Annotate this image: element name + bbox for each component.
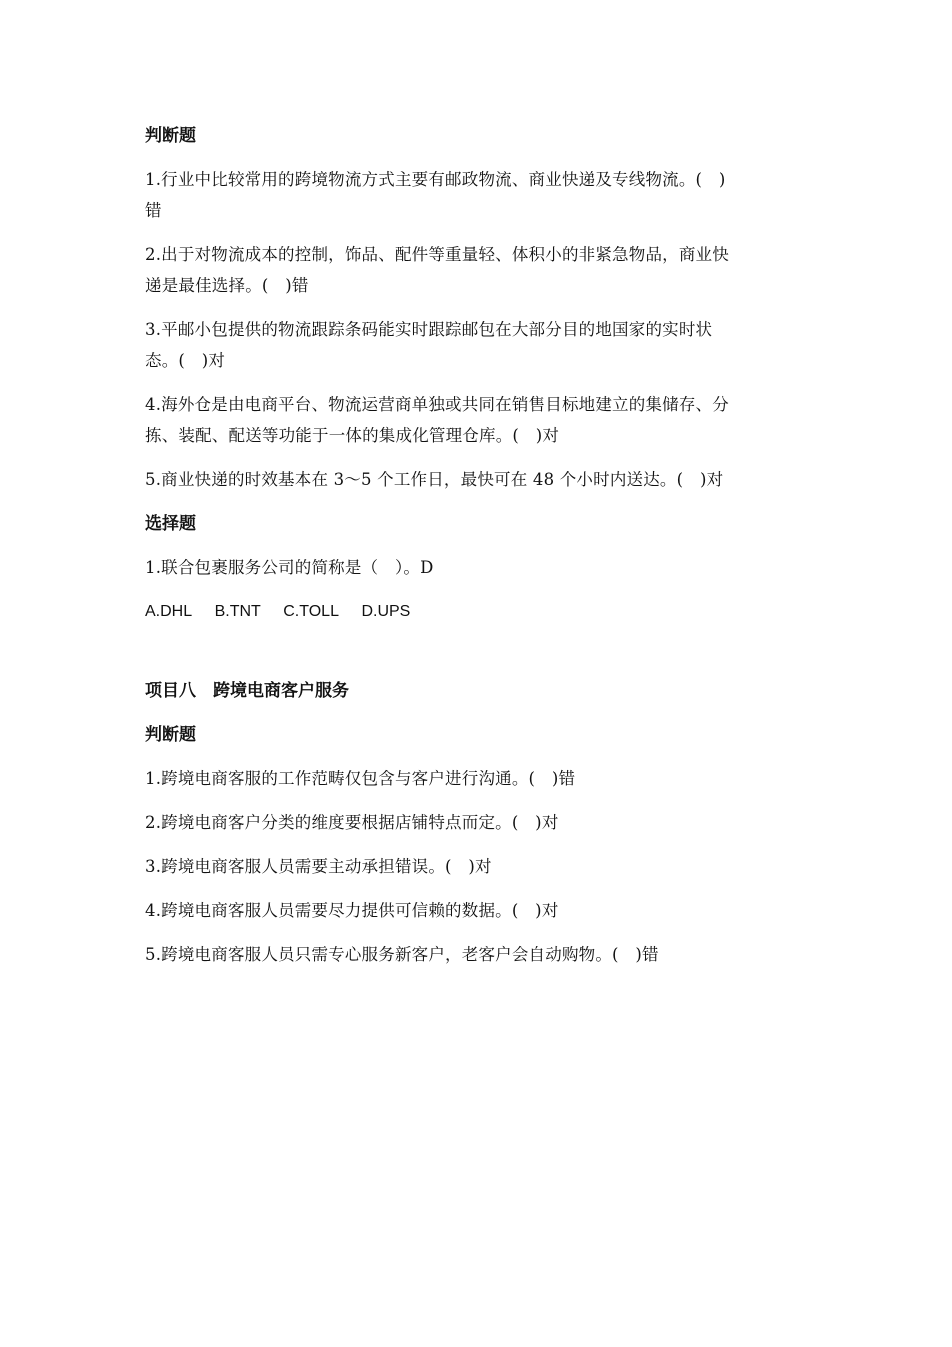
option-a: A.DHL (145, 603, 193, 620)
question-4 (145, 389, 813, 451)
option-c: C.TOLL (283, 603, 339, 620)
document-page (145, 120, 813, 970)
choice-options (145, 596, 813, 627)
question-1-line2: 错 (145, 201, 162, 220)
project-question-3: 3.跨境电商客服人员需要主动承担错误。( )对 (145, 857, 492, 876)
question-2 (145, 239, 813, 301)
question-4-line1: 4.海外仓是由电商平台、物流运营商单独或共同在销售目标地建立的集储存、分 (145, 395, 729, 414)
option-d: D.UPS (361, 603, 411, 620)
option-b: B.TNT (214, 603, 261, 620)
question-3-line2: 态。( )对 (145, 351, 226, 370)
question-4-line2: 拣、装配、配送等功能于一体的集成化管理仓库。( )对 (145, 426, 560, 445)
project-title: 项目八 跨境电商客户服务 (145, 681, 349, 701)
question-3 (145, 314, 813, 376)
question-2-line1: 2.出于对物流成本的控制，饰品、配件等重量轻、体积小的非紧急物品，商业快 (145, 245, 729, 264)
choice-question-1: 1.联合包裹服务公司的简称是（ ）。D (145, 558, 434, 577)
question-3-line1: 3.平邮小包提供的物流跟踪条码能实时跟踪邮包在大部分目的地国家的实时状 (145, 320, 713, 339)
project-question-1: 1.跨境电商客服的工作范畴仅包含与客户进行沟通。( )错 (145, 769, 576, 788)
project-section-heading-true-false: 判断题 (145, 725, 196, 745)
project-question-5: 5.跨境电商客服人员只需专心服务新客户，老客户会自动购物。( )错 (145, 945, 659, 964)
question-2-line2: 递是最佳选择。( )错 (145, 276, 309, 295)
question-5: 5.商业快递的时效基本在 3～5 个工作日，最快可在 48 个小时内送达。( )对 (145, 470, 724, 489)
section-heading-true-false: 判断题 (145, 126, 196, 146)
section-heading-multiple-choice: 选择题 (145, 514, 196, 534)
question-1-line1: 1.行业中比较常用的跨境物流方式主要有邮政物流、商业快递及专线物流。( ) (145, 170, 726, 189)
question-1 (145, 164, 813, 226)
project-question-2: 2.跨境电商客户分类的维度要根据店铺特点而定。( )对 (145, 813, 559, 832)
project-question-4: 4.跨境电商客服人员需要尽力提供可信赖的数据。( )对 (145, 901, 559, 920)
